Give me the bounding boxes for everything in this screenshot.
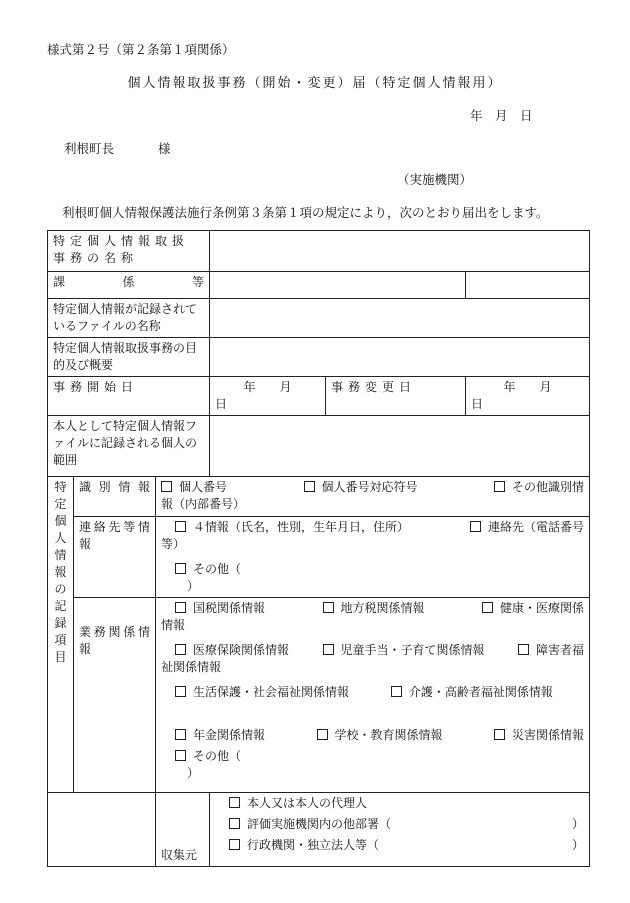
change-date-year-month: 年 月 xyxy=(503,380,552,394)
option-health-cont: 情報 xyxy=(161,618,186,632)
option-four-info[interactable]: ４情報（氏名，性別，生年月日，住所） xyxy=(175,519,409,536)
option-local-tax[interactable]: 地方税関係情報 xyxy=(323,600,425,617)
checkbox-icon xyxy=(229,818,240,829)
row-section xyxy=(48,272,590,299)
row-collection xyxy=(48,793,590,867)
field-section-1[interactable] xyxy=(210,272,466,299)
date-line: 年 月 日 xyxy=(470,108,533,123)
label-contact: 連絡先等情報 xyxy=(74,517,156,598)
option-business-other[interactable]: その他（ xyxy=(161,748,584,765)
field-office-name[interactable] xyxy=(210,231,590,272)
option-national-tax[interactable]: 国税関係情報 xyxy=(175,600,265,617)
row-contact xyxy=(48,517,590,598)
row-purpose xyxy=(48,338,590,377)
field-business xyxy=(156,598,590,793)
option-internal-department[interactable]: 評価実施機関内の他部署（ ） xyxy=(215,816,584,833)
option-business-other-close: ） xyxy=(187,766,200,780)
checkbox-icon xyxy=(229,797,240,808)
form-number: 様式第２号（第２条第１項関係） xyxy=(47,42,235,57)
honorific: 様 xyxy=(158,141,171,156)
checkbox-icon xyxy=(518,644,529,655)
row-dates xyxy=(48,377,590,416)
option-admin-agency[interactable]: 行政機関・独立法人等（ ） xyxy=(215,837,584,854)
checkbox-icon xyxy=(175,686,186,697)
row-file-name xyxy=(48,299,590,338)
label-scope: 本人として特定個人情報ファイルに記録される個人の範囲 xyxy=(48,416,210,477)
label-business: 業務関係情報 xyxy=(74,598,156,793)
checkbox-icon xyxy=(175,729,186,740)
field-section-2[interactable] xyxy=(466,272,590,299)
field-identification xyxy=(156,477,590,517)
option-school[interactable]: 学校・教育関係情報 xyxy=(317,727,443,744)
checkbox-icon xyxy=(229,839,240,850)
checkbox-icon xyxy=(470,521,481,532)
intro-text: 利根町個人情報保護法施行条例第３条第１項の規定により，次のとおり届出をします。 xyxy=(62,205,549,220)
field-change-date[interactable] xyxy=(466,377,590,416)
option-contact[interactable]: 連絡先（電話番号 xyxy=(470,519,584,536)
field-contact xyxy=(156,517,590,598)
field-collection-source xyxy=(210,793,590,867)
checkbox-icon xyxy=(323,644,334,655)
field-scope[interactable] xyxy=(210,416,590,477)
checkbox-icon xyxy=(494,729,505,740)
option-disability-cont: 祉関係情報 xyxy=(161,660,222,674)
row-scope xyxy=(48,416,590,477)
label-identification: 識別情報 xyxy=(74,477,156,517)
option-nursing[interactable]: 介護・高齢者福祉関係情報 xyxy=(391,685,553,699)
cell-collection-blank xyxy=(48,793,156,867)
checkbox-icon xyxy=(323,602,334,613)
checkbox-icon xyxy=(175,563,186,574)
document-title: 個人情報取扱事務（開始・変更）届（特定個人情報用） xyxy=(127,76,503,91)
label-purpose: 特定個人情報取扱事務の目的及び概要 xyxy=(48,338,210,377)
option-my-number[interactable]: 個人番号 xyxy=(161,479,227,496)
label-file-name: 特定個人情報が記録されているファイルの名称 xyxy=(48,299,210,338)
option-health[interactable]: 健康・医療関係 xyxy=(482,600,584,617)
checkbox-icon xyxy=(304,481,315,492)
checkbox-icon xyxy=(175,644,186,655)
start-date-year-month: 年 月 xyxy=(243,380,292,394)
row-business xyxy=(48,598,590,793)
option-number-code[interactable]: 個人番号対応符号 xyxy=(304,479,418,496)
start-date-day: 日 xyxy=(215,397,228,411)
label-collection-source: 収集元 xyxy=(156,793,210,867)
implementing-agency: （実施機関） xyxy=(397,172,473,187)
option-disaster[interactable]: 災害関係情報 xyxy=(494,727,584,744)
option-other-id-cont: 報（内部番号） xyxy=(161,497,246,511)
label-section: 課 係 等 xyxy=(48,272,210,299)
checkbox-icon xyxy=(161,481,172,492)
option-pension[interactable]: 年金関係情報 xyxy=(175,727,265,744)
checkbox-icon xyxy=(317,729,328,740)
label-record-items: 特 定 個 人 情 報 の 記 録 項 目 xyxy=(48,477,74,793)
label-office-name: 特定個人情報取扱事務の名称 xyxy=(48,231,210,272)
checkbox-icon xyxy=(391,686,402,697)
option-contact-other-close: ） xyxy=(187,579,200,593)
checkbox-icon xyxy=(175,602,186,613)
field-start-date[interactable] xyxy=(210,377,326,416)
field-file-name[interactable] xyxy=(210,299,590,338)
label-change-date: 事務変更日 xyxy=(326,377,466,416)
option-child-allowance[interactable]: 児童手当・子育て関係情報 xyxy=(323,642,485,659)
row-office-name xyxy=(48,231,590,272)
option-self-or-agent[interactable]: 本人又は本人の代理人 xyxy=(215,795,584,812)
notification-form-table xyxy=(47,230,590,867)
row-identification xyxy=(48,477,590,517)
option-contact-cont: 等） xyxy=(161,537,186,551)
option-medical-insurance[interactable]: 医療保険関係情報 xyxy=(175,642,289,659)
option-contact-other[interactable]: その他（ xyxy=(161,561,584,578)
option-other-id[interactable]: その他識別情 xyxy=(494,479,584,496)
checkbox-icon xyxy=(482,602,493,613)
option-welfare[interactable]: 生活保護・社会福祉関係情報 xyxy=(175,685,349,699)
field-purpose[interactable] xyxy=(210,338,590,377)
label-start-date: 事務開始日 xyxy=(48,377,210,416)
checkbox-icon xyxy=(494,481,505,492)
option-disability[interactable]: 障害者福 xyxy=(518,642,584,659)
addressee: 利根町長 xyxy=(64,141,115,156)
change-date-day: 日 xyxy=(471,397,484,411)
checkbox-icon xyxy=(175,750,186,761)
checkbox-icon xyxy=(175,521,186,532)
